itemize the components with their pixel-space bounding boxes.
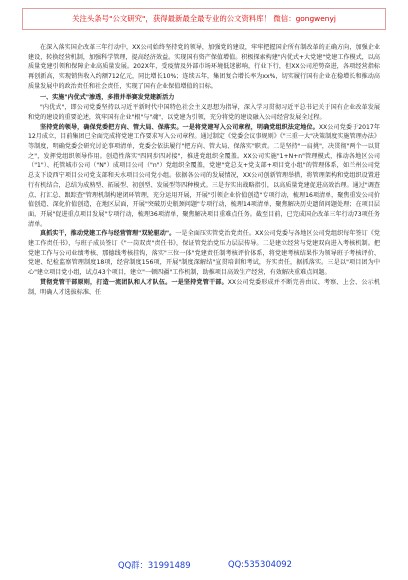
paragraph-5-lead: 贯彻党管干部原则，打造一流团队和人才队伍。一是坚持党管干部。 <box>40 278 228 286</box>
banner-text: 关注头条号"公文研究"，获得最新最全最专业的公文资料库！ 微信：gongwenyj <box>72 14 336 23</box>
section-heading-1: 一、实施"内优式"渗透，多措并举赛发党建新活力 <box>40 93 175 101</box>
paragraph-4-body: 一是全面压实管党治党责任。XX公司党委与各地区公司党组织每年签订《党建工作责任书》，与班子成员签订《"一岗双责"责任书》，保证管党治党压力层层传导。二是建立经营与党建双向进入考核机制。把党建工作与公司业绩考核、那德线考核挂钩，落实"三位一体"党建责任制考核评价体系，将党建考核结果作为领导班子考核评价、党建、纪检监察管理制度18项，经营制度156项，开展"制度深解结"宣贯培训和考试，夯实责任，据抓落实。三是以"项目团为中心"建立项目党小组，试点43个项目，建立"一顿四疆"工作机制，助推项目高效生产经营，有效解决重难点问题。 <box>28 230 380 277</box>
paragraph-2: "内优式"，即公司党委坚持以习近平新时代中国特色社会主义思想为指导，深入学习贯彻习近平总书记关于国有企业改革发展和党的建设的重要论述，筑牢国有企业"根"与"魂"，以党建为引领，充分将党的建设融入公司经营发展全过程。 <box>28 104 380 121</box>
footer-qq-number: QQ:535304092 <box>228 559 292 569</box>
paragraph-3 <box>28 123 380 230</box>
paragraph-5 <box>28 278 380 297</box>
footer-contact <box>0 559 408 575</box>
document-body <box>28 43 380 297</box>
footer-qq-group: QQ群：31991489 <box>118 560 191 570</box>
header-banner <box>22 8 386 30</box>
paragraph-5-body: XX公司党委形成并不断完善由议、考察、上会、公示机制，明确人才选拔标准、任 <box>28 278 381 296</box>
paragraph-4-lead: 真抓实干，推动党建工作与经营管理"双轮驱动"。 <box>40 230 176 238</box>
paragraph-3-body: XX公司党委于2017年12月成立，目前集团已全面完成将党建工作要求写入公司章程。通过制定《党委会议事规则》《"三重一大"决策制度实施管理办法》等制度，明确党委会研究讨论事项清单，党委会依法履行"把方向、管大局、保落实"职责。二是坚持"一肩挑"，决贯彻"两个一以贯之"，发挥党组织领导作用。创造性落实"四同步四对接"，推进党组织全覆盖。XX公司实施"1+N+n"管理模式，推动各地区公司（"1"）、托管城市公司（"N"）成项目公司（"n"）党组织全覆盖，党建"党总支+党支部+项目党小组"的管理体系，如兰州公司党总支下设西宁项目公司党支部和天水项目公司党小组。依据各公司的发展情况，XX公司创新管理举措，将管理架构和党组织设置进行有机结合，总结为成熟型、拓展型、初创型、发展型等四种模式。三是夯实出战略指引，以高质量党建促进高效治理。通过"调查点、打汇总、跟踪查"管理机制构建闭环管理，充分运用开展，开展"引领企业价值创造"专项行动，梳理16项清单，聚焦重发公司价值创造、深化价值创造，在地区层面，开展"突破历史瓶颈问题"专项行动，梳理14项清单，聚焦解决历史遗留问题处理；在项目层面，开展"促进重点项目发展"专项行动，梳理36项清单，聚焦解决项目重难点任务。截至目前，已完成国企改革三年行动73项任务清单。 <box>28 123 381 228</box>
paragraph-3-lead: 坚持党的领导，确保党委把方向、管大局、保落实。一是将党建写入公司章程，明确党组织法定地位。 <box>40 123 319 131</box>
paragraph-4 <box>28 229 380 278</box>
paragraph-intro: 在深入落实国企改革三年行动中，XX公司始终坚持党的领导，加强党的建设，牢牢把握国企所有制改革的正确方向，加强企业建设，转换经营机制，加强科学管理，提高经济效益。实现国有资产保值增值。积极探索构建"内优式+大党建"党建工作模式，以高质量党建引领和保障企业高质量发展。202X年，受疫情及外部市场环境低迷影响，行业下行，但XX公司逆势奋进，各项经营指标再创新高，实现销售收入约额712亿元，同比增长10%；连续五年，集团复合增长率为xx%，切实履行国有企业在稳增长和推动高质量发展中的政治责任和社会责任，实现了国有企业保值增值的目标。 <box>28 44 380 90</box>
